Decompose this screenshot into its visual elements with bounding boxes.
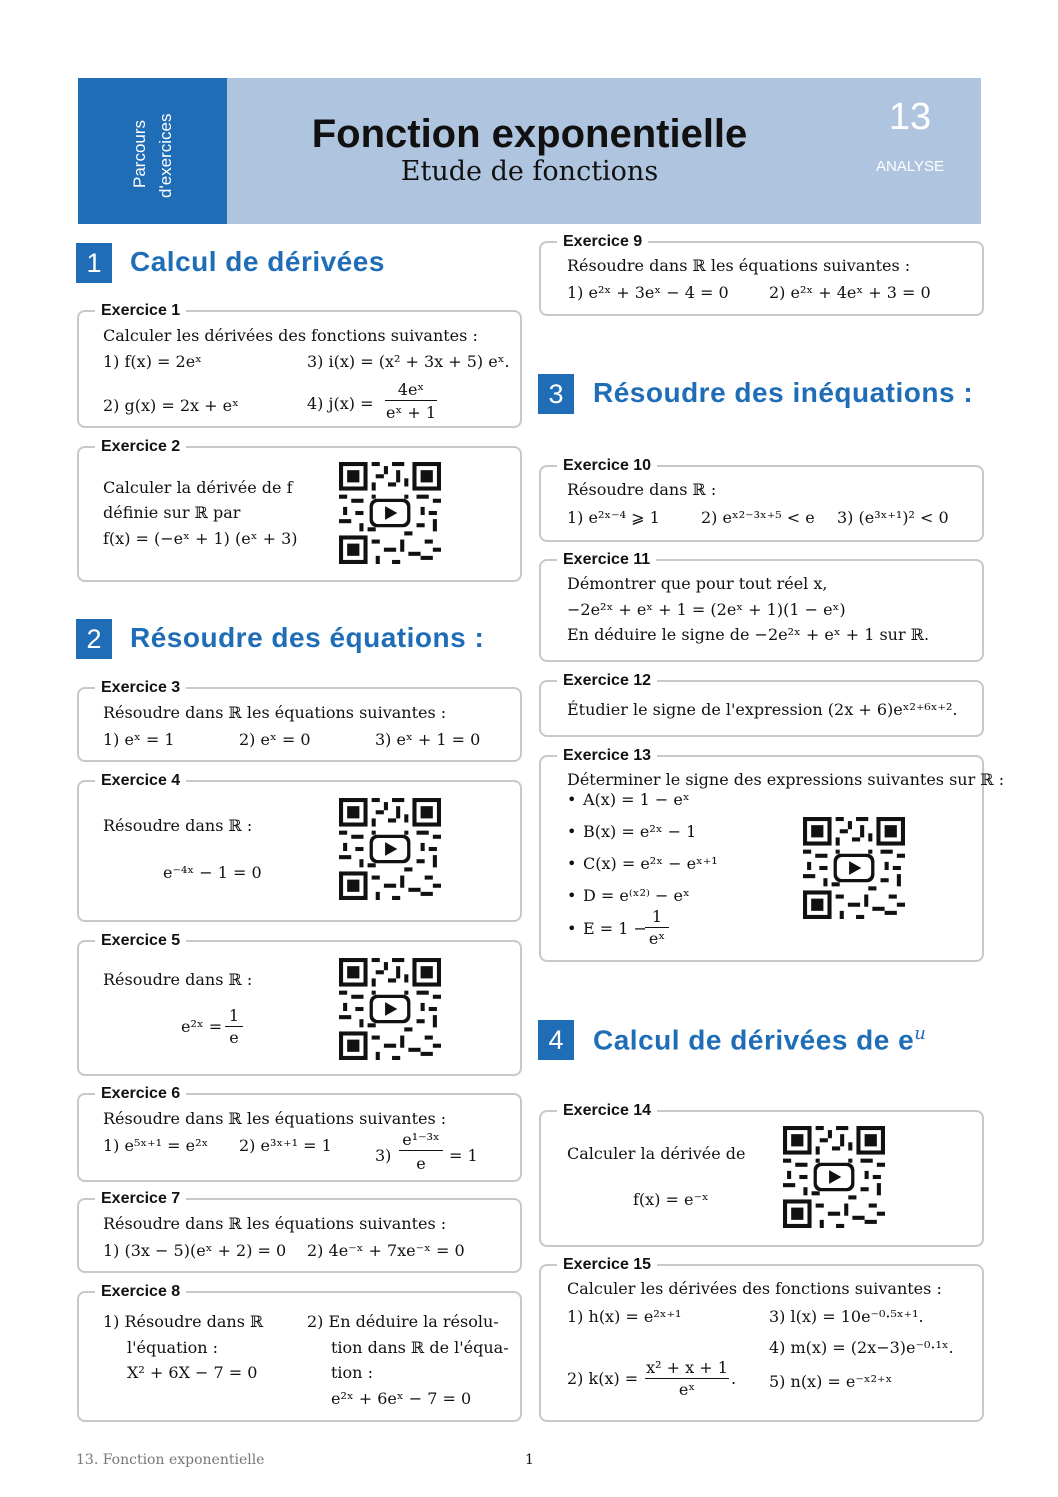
exercise-item: A(x) = 1 − eˣ [583, 790, 690, 809]
fraction-denominator: eˣ [678, 1380, 696, 1399]
exercise-intro: Résoudre dans ℝ : [103, 970, 253, 989]
exercise-item: E = 1 − [583, 919, 647, 938]
qr-code-video-icon[interactable] [339, 462, 441, 564]
bullet-icon: • [567, 886, 577, 905]
exercise-9 [539, 233, 984, 316]
exercise-label: Exercice 13 [557, 746, 657, 766]
exercise-label: Exercice 4 [95, 771, 186, 791]
exercise-6 [77, 1085, 522, 1182]
exercise-item: 1) (3x − 5)(eˣ + 2) = 0 [103, 1241, 287, 1260]
exercise-intro: Déterminer le signe des expressions suivantes sur ℝ : [567, 770, 1005, 789]
exercise-item: 2) g(x) = 2x + eˣ [103, 396, 239, 415]
section-number: 4 [538, 1020, 574, 1060]
exercise-line: 1) Résoudre dans ℝ [103, 1312, 264, 1331]
exercise-intro: Calculer les dérivées des fonctions suivantes : [567, 1279, 942, 1298]
exercise-4 [77, 772, 522, 922]
exercise-item: 1) f(x) = 2eˣ [103, 352, 202, 371]
exercise-item: 4) m(x) = (2x−3)e⁻⁰·¹ˣ. [769, 1338, 954, 1357]
bullet-icon: • [567, 790, 577, 809]
exercise-intro: Résoudre dans ℝ : [103, 816, 253, 835]
exercise-line: En déduire le signe de −2e²ˣ + eˣ + 1 sur ℝ. [567, 625, 930, 644]
exercise-label: Exercice 3 [95, 678, 186, 698]
exercise-2 [77, 438, 522, 582]
footer-chapter: 13. Fonction exponentielle [76, 1452, 265, 1468]
exercise-item: 2) e²ˣ + 4eˣ + 3 = 0 [769, 283, 931, 302]
exercise-intro: Résoudre dans ℝ les équations suivantes : [103, 703, 447, 722]
chapter-category: ANALYSE [875, 158, 945, 175]
header-band [227, 78, 981, 224]
exercise-line: −2e²ˣ + eˣ + 1 = (2eˣ + 1)(1 − eˣ) [567, 600, 846, 619]
exercise-item: 4) j(x) = [307, 394, 374, 413]
fraction-denominator: e [229, 1028, 239, 1047]
exercise-intro: Résoudre dans ℝ les équations suivantes : [103, 1214, 447, 1233]
exercise-item: C(x) = e²ˣ − eˣ⁺¹ [583, 854, 718, 873]
exercise-line: X² + 6X − 7 = 0 [127, 1363, 258, 1382]
qr-code-video-icon[interactable] [339, 798, 441, 900]
superscript-u: u [914, 1023, 927, 1044]
exercise-14 [539, 1102, 984, 1247]
exercise-item: 2) e³ˣ⁺¹ = 1 [239, 1136, 332, 1155]
exercise-item: 1) h(x) = e²ˣ⁺¹ [567, 1307, 682, 1326]
exercise-item: 3) l(x) = 10e⁻⁰·⁵ˣ⁺¹. [769, 1307, 924, 1326]
bullet-icon: • [567, 822, 577, 841]
exercise-line: tion : [331, 1363, 373, 1382]
exercise-item: B(x) = e²ˣ − 1 [583, 822, 697, 841]
exercise-item: 2) 4e⁻ˣ + 7xe⁻ˣ = 0 [307, 1241, 465, 1260]
exercise-label: Exercice 1 [95, 301, 186, 321]
section-title: Résoudre des équations : [130, 622, 485, 653]
exercise-item: 1) eˣ = 1 [103, 730, 175, 749]
fraction-numerator: 1 [645, 907, 669, 928]
bullet-icon: • [567, 919, 577, 938]
page-number: 1 [525, 1452, 534, 1468]
exercise-label: Exercice 6 [95, 1084, 186, 1104]
fraction-denominator: eˣ + 1 [385, 403, 436, 422]
exercise-15 [539, 1256, 984, 1422]
exercise-11 [539, 551, 984, 662]
exercise-12 [539, 672, 984, 737]
page-subtitle: Etude de fonctions [400, 156, 659, 187]
exercise-item: 3) (e³ˣ⁺¹)² < 0 [837, 508, 949, 527]
fraction-denominator: e [416, 1154, 426, 1173]
exercise-item: 2) eˣ = 0 [239, 730, 311, 749]
exercise-intro: Calculer les dérivées des fonctions suivantes : [103, 326, 478, 345]
punctuation: . [731, 1369, 737, 1388]
header-side-line1: Parcours [130, 119, 149, 188]
section-number: 2 [76, 619, 112, 659]
fraction-numerator: 1 [225, 1006, 243, 1027]
exercise-label: Exercice 12 [557, 671, 657, 691]
exercise-text: Étudier le signe de l'expression (2x + 6)eˣ²⁺⁶ˣ⁺². [567, 700, 958, 719]
exercise-label: Exercice 7 [95, 1189, 186, 1209]
exercise-label: Exercice 14 [557, 1101, 657, 1121]
exercise-label: Exercice 9 [557, 232, 648, 252]
exercise-line: Calculer la dérivée de f [103, 478, 293, 497]
exercise-line: e²ˣ + 6eˣ − 7 = 0 [331, 1389, 472, 1408]
exercise-10 [539, 457, 984, 542]
exercise-equation-rhs: = 1 [449, 1146, 478, 1165]
exercise-line: définie sur ℝ par [103, 503, 241, 522]
exercise-equation-lhs: e²ˣ = [181, 1017, 223, 1036]
exercise-intro: Résoudre dans ℝ : [567, 480, 717, 499]
qr-code-video-icon[interactable] [803, 817, 905, 919]
exercise-item: 3) eˣ + 1 = 0 [375, 730, 481, 749]
fraction-numerator: x² + x + 1 [646, 1358, 728, 1377]
exercise-item: D = e⁽ˣ²⁾ − eˣ [583, 886, 690, 905]
exercise-line: tion dans ℝ de l'équa- [331, 1338, 509, 1357]
exercise-equation: e⁻⁴ˣ − 1 = 0 [163, 863, 262, 882]
exercise-5 [77, 932, 522, 1076]
exercise-item: 1) e⁵ˣ⁺¹ = e²ˣ [103, 1136, 209, 1155]
exercise-item: 3) [375, 1146, 392, 1165]
exercise-13 [539, 747, 1005, 962]
qr-code-video-icon[interactable] [783, 1126, 885, 1228]
exercise-equation: f(x) = e⁻ˣ [633, 1190, 709, 1209]
exercise-item: 1) e²ˣ + 3eˣ − 4 = 0 [567, 283, 729, 302]
header-side-line2: d'exercices [156, 113, 175, 198]
exercise-item: 5) n(x) = e⁻ˣ²⁺ˣ [769, 1372, 893, 1391]
exercise-intro: Résoudre dans ℝ les équations suivantes : [567, 256, 911, 275]
exercise-intro: Calculer la dérivée de [567, 1144, 746, 1163]
exercise-item: 3) i(x) = (x² + 3x + 5) eˣ. [307, 352, 510, 371]
exercise-label: Exercice 2 [95, 437, 186, 457]
exercise-7 [77, 1190, 522, 1273]
section-title-text: Calcul de dérivées de e [593, 1024, 915, 1056]
qr-code-video-icon[interactable] [339, 958, 441, 1060]
exercise-line: 2) En déduire la résolu- [307, 1312, 499, 1331]
exercise-1 [77, 302, 522, 428]
exercise-line: f(x) = (−eˣ + 1) (eˣ + 3) [103, 529, 298, 548]
exercise-3 [77, 679, 522, 762]
section-title [593, 1023, 926, 1056]
exercise-label: Exercice 5 [95, 931, 186, 951]
section-title: Calcul de dérivées [130, 246, 385, 277]
exercise-item: 1) e²ˣ⁻⁴ ⩾ 1 [567, 508, 660, 527]
section-number: 3 [538, 374, 574, 414]
exercise-8 [77, 1283, 522, 1422]
section-title: Résoudre des inéquations : [593, 377, 974, 408]
fraction-numerator: e¹⁻³ˣ [399, 1130, 443, 1151]
page-title: Fonction exponentielle [311, 112, 748, 156]
exercise-label: Exercice 11 [557, 550, 656, 570]
exercise-line: l'équation : [127, 1338, 219, 1357]
chapter-number: 13 [888, 96, 932, 138]
header-side-band [78, 78, 227, 224]
exercise-item: 2) k(x) = [567, 1369, 639, 1388]
exercise-label: Exercice 15 [557, 1255, 657, 1275]
exercise-item: 2) eˣ²⁻³ˣ⁺⁵ < e [701, 508, 815, 527]
fraction-denominator: eˣ [648, 929, 666, 948]
exercise-line: Démontrer que pour tout réel x, [567, 574, 828, 593]
exercise-intro: Résoudre dans ℝ les équations suivantes : [103, 1109, 447, 1128]
exercise-label: Exercice 8 [95, 1282, 186, 1302]
section-number: 1 [76, 243, 112, 283]
fraction-numerator: 4eˣ [385, 380, 437, 401]
bullet-icon: • [567, 854, 577, 873]
exercise-label: Exercice 10 [557, 456, 657, 476]
